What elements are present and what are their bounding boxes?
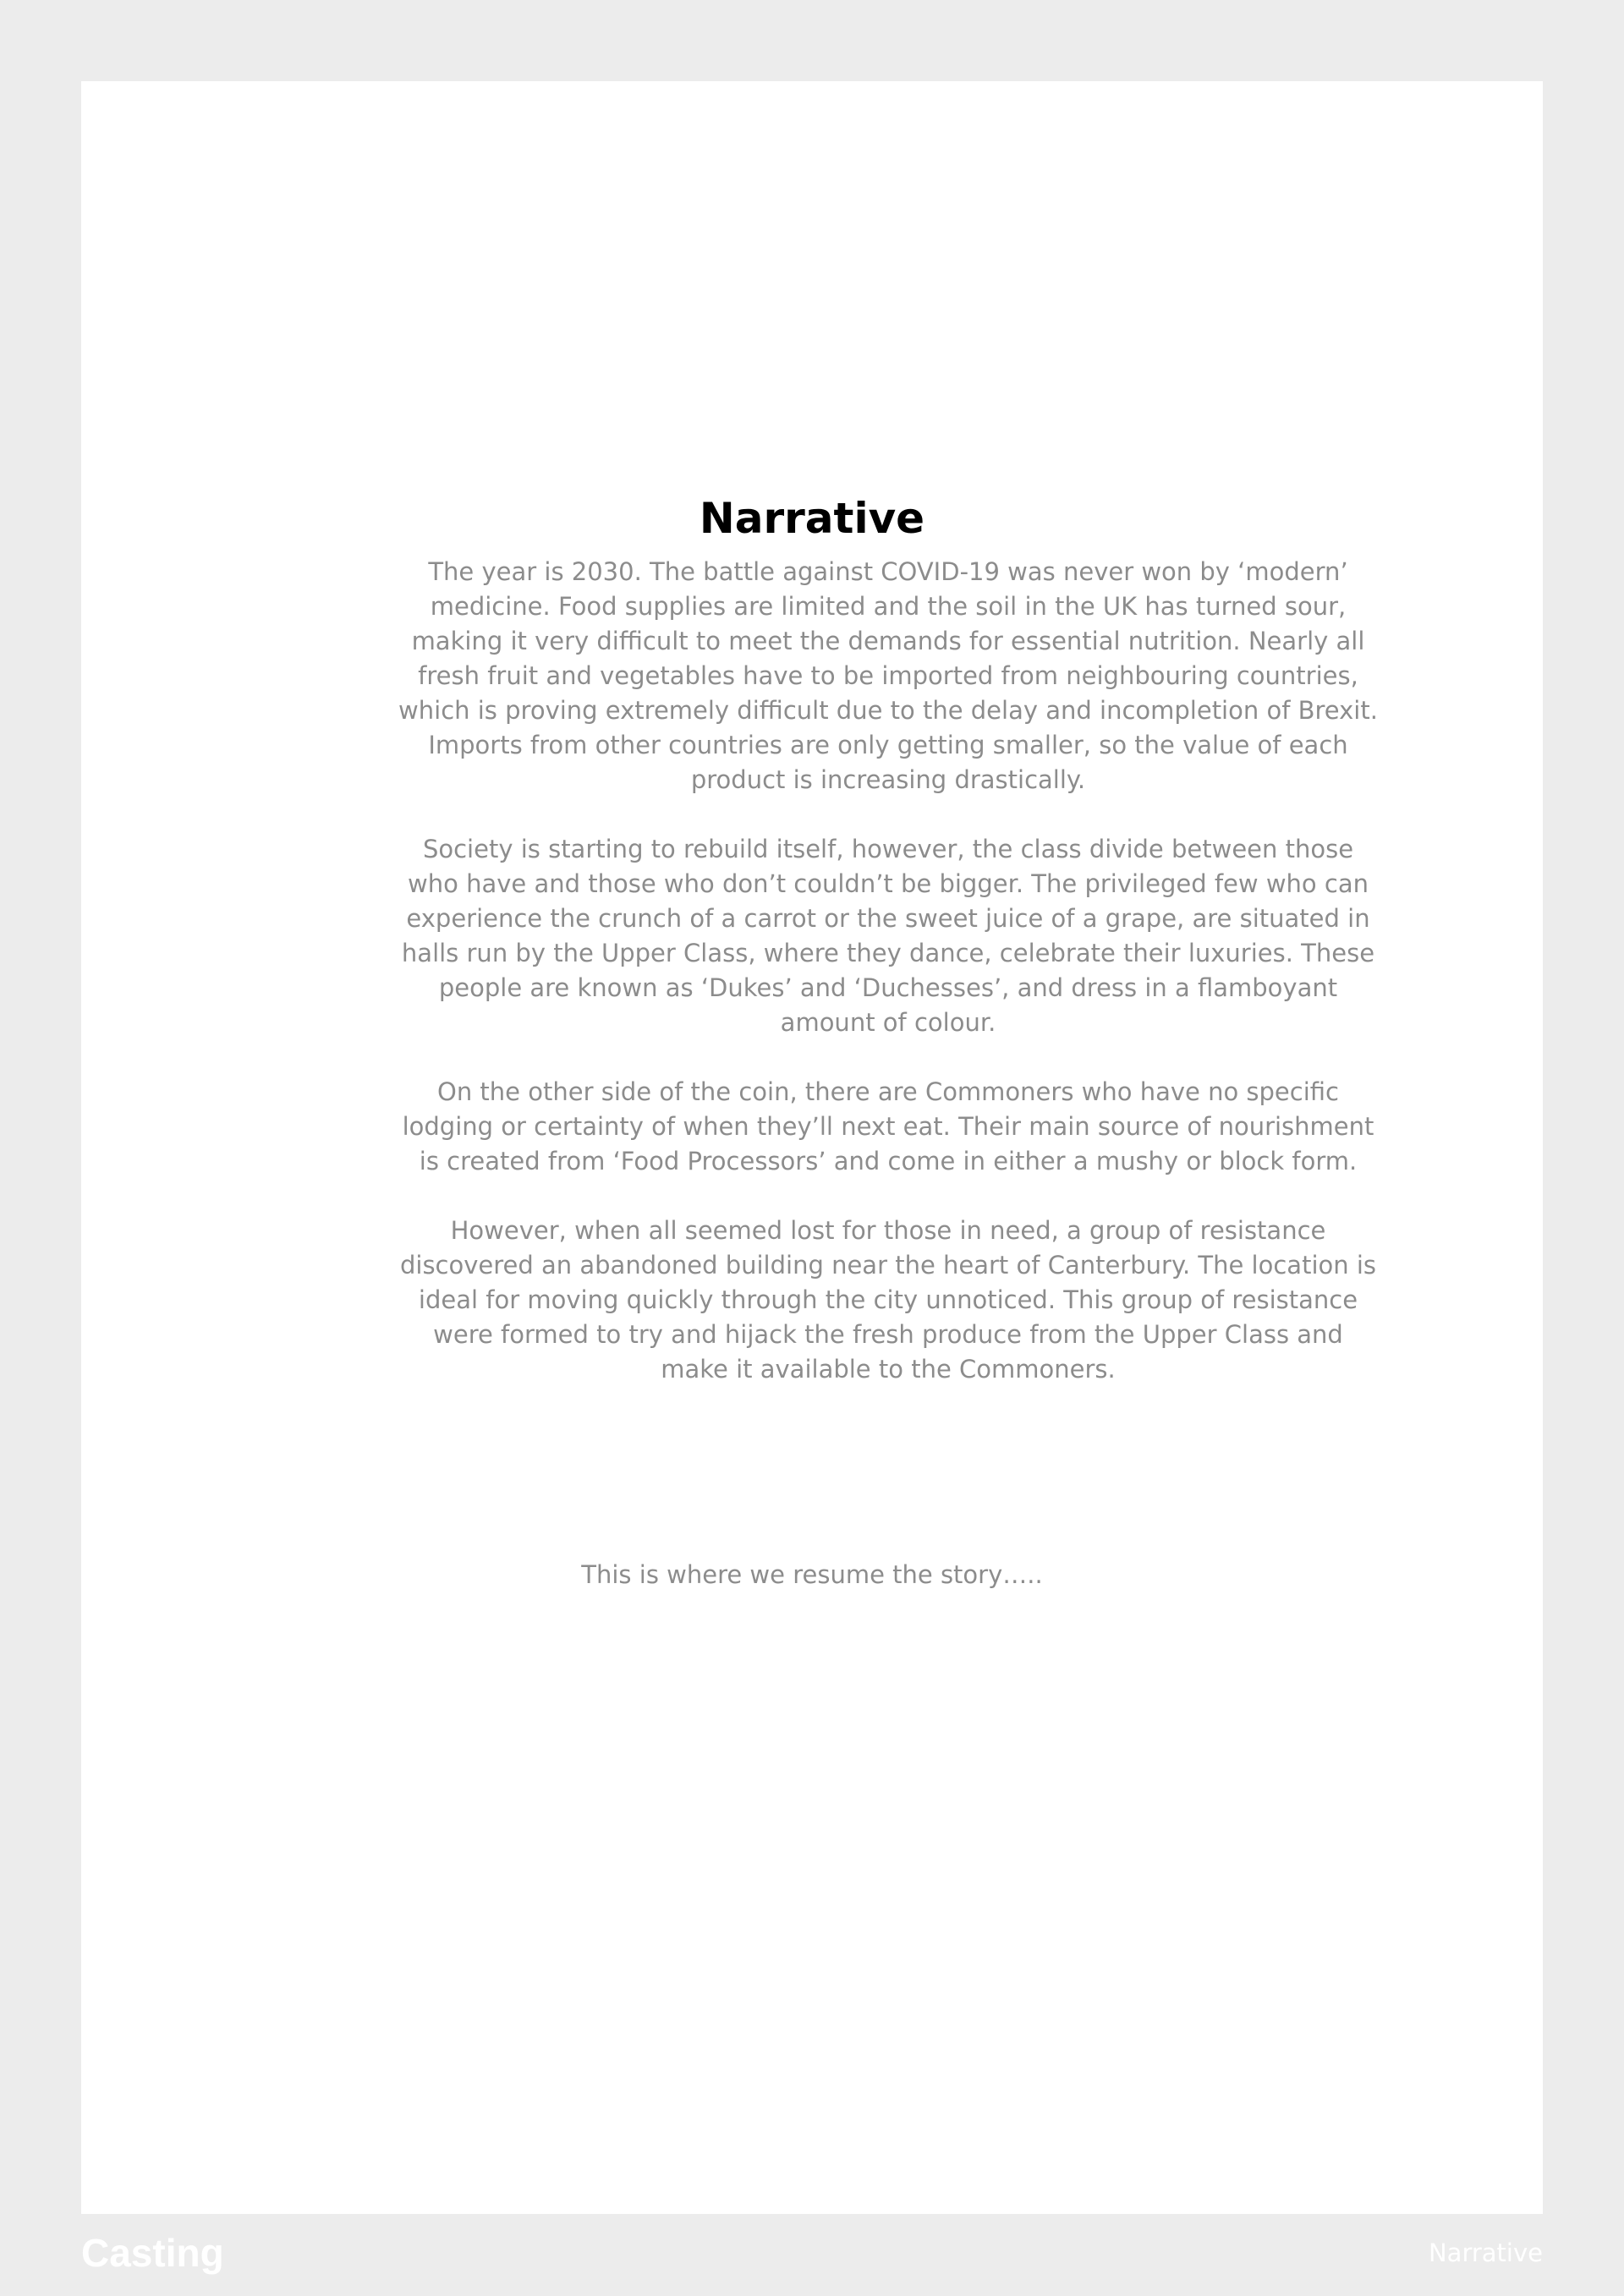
closing-line: This is where we resume the story….. <box>581 1560 1043 1589</box>
footer-section-label: Casting <box>81 2231 224 2275</box>
document-page <box>81 81 1543 2214</box>
narrative-body <box>398 555 1379 1422</box>
narrative-paragraph: Society is starting to rebuild itself, however, the class divide between those who have and those who don’t couldn’t be bigger. The privileged few who can experience the crunch of a carrot or the sweet juice of a grape, are situated in halls run by the Upper Class, where they dance, celebrate their luxuries. These people are known as ‘Dukes’ and ‘Duchesses’, and dress in a flamboyant amount of colour. <box>401 835 1375 1037</box>
narrative-paragraph: However, when all seemed lost for those in need, a group of resistance discovered an abandoned building near the heart of Canterbury. The location is ideal for moving quickly through the city unnoticed. This group of resistance were formed to try and hijack the fresh produce from the Upper Class and make it available to the Commoners. <box>399 1216 1377 1384</box>
footer-page-label: Narrative <box>1428 2238 1543 2267</box>
page-title: Narrative <box>699 494 925 543</box>
narrative-paragraph: The year is 2030. The battle against COVID-19 was never won by ‘modern’ medicine. Food supplies are limited and the soil in the UK has turned sour, making it very difficult to meet the demands for essential nutrition. Nearly all fresh fruit and vegetables have to be imported from neighbouring countries, which is proving extremely difficult due to the delay and incompletion of Brexit. Imports from other countries are only getting smaller, so the value of each product is increasing drastically. <box>398 557 1378 794</box>
narrative-paragraph: On the other side of the coin, there are Commoners who have no specific lodging or certainty of when they’ll next eat. Their main source of nourishment is created from ‘Food Processors’ and come in either a mushy or block form. <box>402 1077 1374 1175</box>
